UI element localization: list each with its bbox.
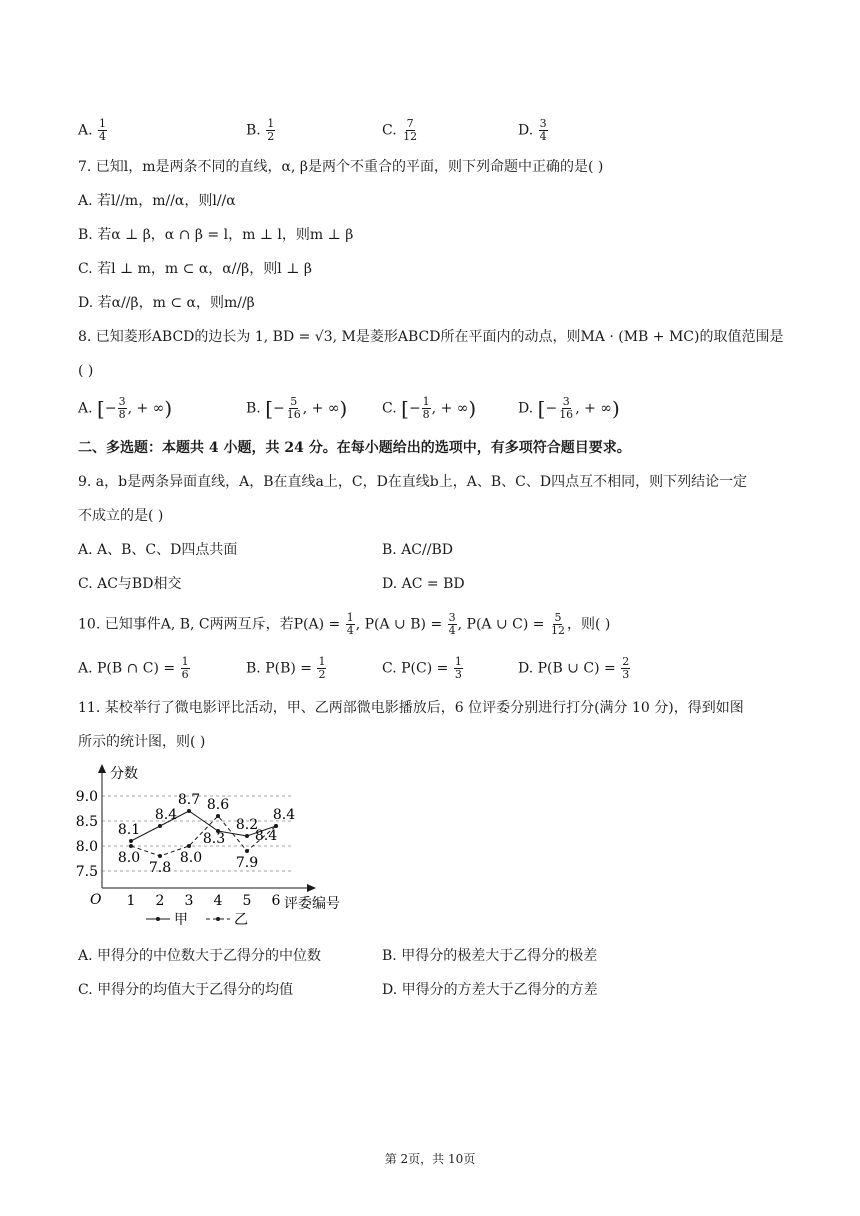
data-label: 7.8 bbox=[148, 860, 172, 876]
section-heading: 二、多选题：本题共 4 小题，共 24 分。在每小题给出的选项中，有多项符合题目要求。 bbox=[78, 440, 631, 456]
data-label: 8.2 bbox=[235, 817, 259, 833]
q11-option-a: A. 甲得分的中位数大于乙得分的中位数 bbox=[78, 948, 322, 964]
q11-stem-cont: 所示的统计图，则( ) bbox=[78, 734, 206, 750]
x-tick-label: 2 bbox=[155, 893, 165, 909]
data-label: 8.0 bbox=[117, 850, 141, 866]
y-axis-arrow bbox=[98, 764, 106, 773]
score-line-chart bbox=[70, 760, 370, 930]
origin-label: O bbox=[90, 892, 102, 908]
data-label: 8.6 bbox=[206, 797, 230, 813]
q9-option-a: A. A、B、C、D四点共面 bbox=[78, 542, 238, 558]
q8-stem: 8. 已知菱形ABCD的边长为 1, BD = √3, M是菱形ABCD所在平面内的动点，则MA · (MB + MC)的取值范围是 bbox=[78, 329, 784, 345]
q7-option-b: B. 若α ⊥ β，α ∩ β = l，m ⊥ l，则m ⊥ β bbox=[78, 227, 354, 243]
y-tick-label: 9.0 bbox=[75, 789, 98, 805]
q11-option-c: C. 甲得分的均值大于乙得分的均值 bbox=[78, 982, 294, 998]
y-tick-label: 8.0 bbox=[75, 839, 98, 855]
y-tick-label: 7.5 bbox=[75, 864, 98, 880]
data-point bbox=[129, 839, 133, 843]
y-axis-label: 分数 bbox=[110, 766, 138, 782]
q8-option-b: B. [− $\frac{5}{16}$ , + ∞) bbox=[246, 395, 348, 421]
q9-option-d: D. AC = BD bbox=[382, 576, 465, 592]
legend-label: 乙 bbox=[234, 912, 248, 928]
data-label: 8.3 bbox=[202, 831, 226, 847]
data-point bbox=[158, 824, 162, 828]
data-label: 8.7 bbox=[177, 792, 201, 808]
q8-stem-cont: ( ) bbox=[78, 363, 94, 379]
x-tick-label: 1 bbox=[126, 893, 136, 909]
data-point bbox=[187, 809, 191, 813]
x-tick-label: 6 bbox=[271, 893, 281, 909]
data-label: 8.4 bbox=[272, 807, 296, 823]
q8-option-d: D. [− $\frac{3}{16}$ , + ∞) bbox=[518, 395, 620, 421]
q11-option-d: D. 甲得分的方差大于乙得分的方差 bbox=[382, 982, 598, 998]
q10-option-d: D. P(B ∪ C) = $\frac{2}{3}$ bbox=[518, 655, 630, 681]
data-point bbox=[245, 834, 249, 838]
data-label: 8.4 bbox=[154, 807, 178, 823]
q9-option-c: C. AC与BD相交 bbox=[78, 576, 182, 592]
data-point bbox=[216, 814, 220, 818]
x-tick-label: 5 bbox=[242, 893, 252, 909]
q11-stem: 11. 某校举行了微电影评比活动，甲、乙两部微电影播放后，6 位评委分别进行打分(满分 10 分)，得到如图 bbox=[78, 700, 744, 716]
q8-option-a: A. [− $\frac{3}{8}$ , + ∞) bbox=[78, 395, 173, 421]
q7-option-a: A. 若l//m，m//α，则l//α bbox=[78, 193, 236, 209]
legend-marker bbox=[156, 917, 160, 921]
x-tick-label: 3 bbox=[184, 893, 194, 909]
data-label: 8.1 bbox=[117, 822, 141, 838]
x-axis-label: 评委编号 bbox=[284, 896, 340, 912]
data-label: 8.4 bbox=[254, 828, 278, 844]
q7-stem: 7. 已知l，m是两条不同的直线，α, β是两个不重合的平面，则下列命题中正确的是( ) bbox=[78, 159, 604, 175]
x-axis-arrow bbox=[307, 884, 316, 892]
q10-option-a: A. P(B ∩ C) = $\frac{1}{6}$ bbox=[78, 655, 189, 681]
q9-stem: 9. a，b是两条异面直线，A，B在直线a上，C，D在直线b上，A、B、C、D四点互不相同，则下列结论一定 bbox=[78, 474, 748, 490]
legend-marker bbox=[216, 917, 220, 921]
q8-option-c: C. [− $\frac{1}{8}$ , + ∞) bbox=[382, 395, 477, 421]
q6-option-d: D. $\frac{3}{4}$ bbox=[518, 117, 547, 143]
page-footer: 第 2页，共 10页 bbox=[384, 1152, 476, 1166]
q10-option-c: C. P(C) = $\frac{1}{3}$ bbox=[382, 655, 462, 681]
data-point bbox=[158, 854, 162, 858]
data-point bbox=[129, 844, 133, 848]
q7-option-c: C. 若l ⊥ m，m ⊂ α，α//β，则l ⊥ β bbox=[78, 261, 312, 277]
data-point bbox=[187, 844, 191, 848]
q6-option-a: A. $\frac{1}{4}$ bbox=[78, 117, 107, 143]
data-point bbox=[245, 849, 249, 853]
q9-option-b: B. AC//BD bbox=[382, 542, 453, 558]
q10-option-b: B. P(B) = $\frac{1}{2}$ bbox=[246, 655, 326, 681]
q11-option-b: B. 甲得分的极差大于乙得分的极差 bbox=[382, 948, 598, 964]
data-label: 7.9 bbox=[235, 855, 259, 871]
q10-stem: 10. 已知事件A, B, C两两互斥，若P(A) = $\frac{1}{4}$ , P(A ∪ B) = $\frac{3}{4}$ , P(A ∪ C) = $\frac{5}{12}$ ，则( ) bbox=[78, 611, 611, 637]
q6-option-c: C. $\frac{7}{12}$ bbox=[382, 117, 418, 143]
q7-option-d: D. 若α//β，m ⊂ α，则m//β bbox=[78, 295, 255, 311]
data-label: 8.0 bbox=[179, 850, 203, 866]
y-tick-label: 8.5 bbox=[75, 814, 98, 830]
q9-stem-cont: 不成立的是( ) bbox=[78, 508, 164, 524]
legend-label: 甲 bbox=[174, 912, 188, 928]
q6-option-b: B. $\frac{1}{2}$ bbox=[246, 117, 275, 143]
x-tick-label: 4 bbox=[213, 893, 223, 909]
